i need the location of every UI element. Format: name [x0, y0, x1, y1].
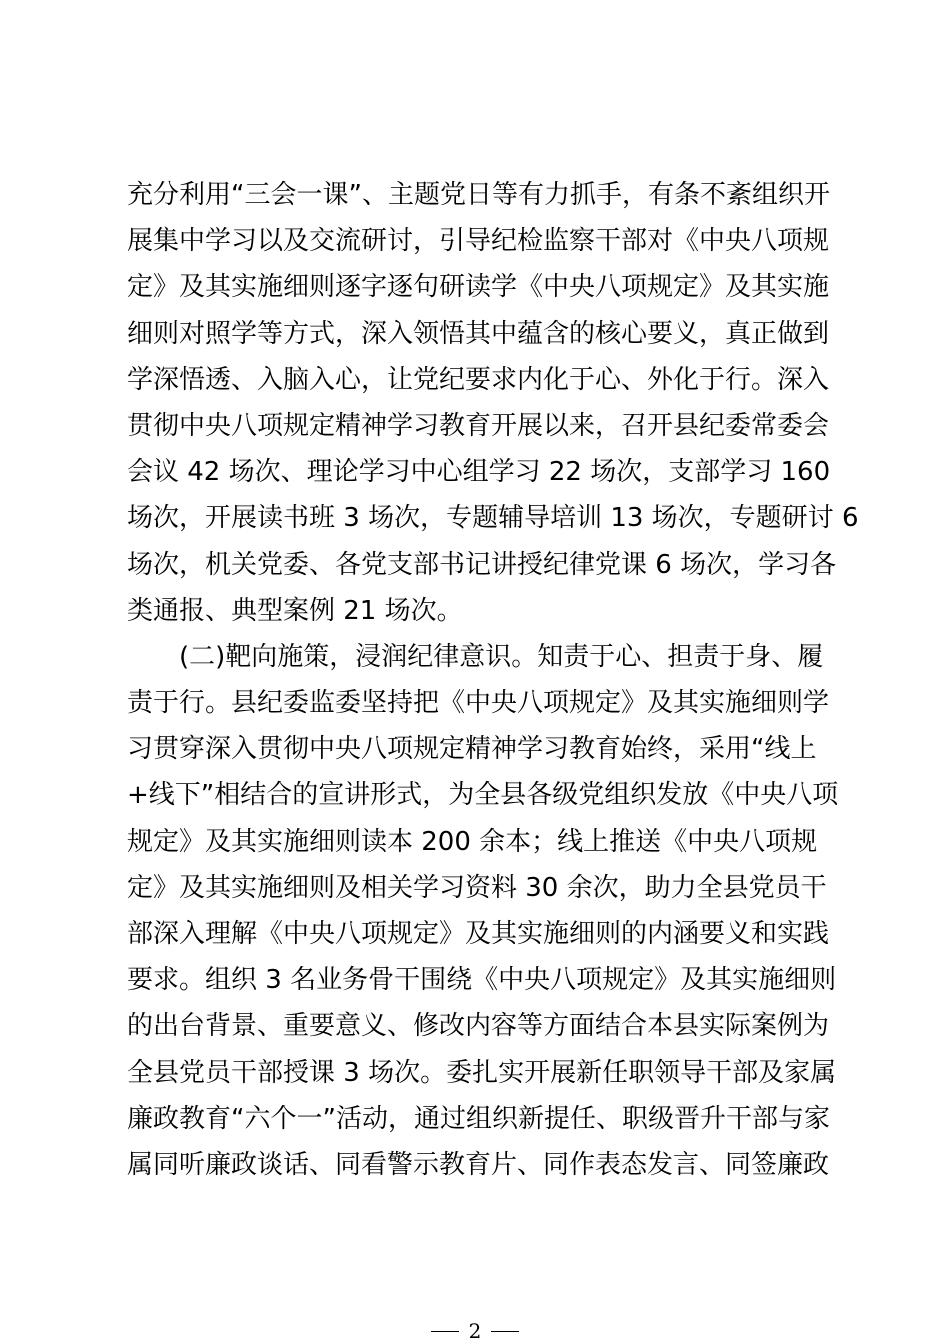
page-footer [0, 1318, 950, 1344]
text-line: 会议 42 场次、理论学习中心组学习 22 场次，支部学习 160 [127, 457, 831, 488]
text-line: 定》及其实施细则及相关学习资料 30 余次，助力全县党员干 [127, 872, 827, 903]
text-line: 的出台背景、重要意义、修改内容等方面结合本县实际案例为 [127, 1011, 830, 1042]
text-line: 类通报、典型案例 21 场次。 [127, 595, 463, 626]
text-line: 贯彻中央八项规定精神学习教育开展以来，召开县纪委常委会 [127, 410, 830, 441]
text-line: 场次，开展读书班 3 场次，专题辅导培训 13 场次，专题研讨 6 [127, 503, 859, 534]
text-line: 属同听廉政谈话、同看警示教育片、同作表态发言、同签廉政 [127, 1149, 830, 1180]
text-line: 学深悟透、入脑入心，让党纪要求内化于心、外化于行。深入 [127, 364, 830, 395]
footer-dash-right [491, 1331, 519, 1332]
text-line: 部深入理解《中央八项规定》及其实施细则的内涵要义和实践 [127, 919, 830, 949]
body-text [127, 172, 859, 1188]
text-line: +线下”相结合的宣讲形式，为全县各级党组织发放《中央八项 [127, 780, 839, 811]
footer-dash-left [431, 1331, 459, 1332]
text-line: 定》及其实施细则逐字逐句研读学《中央八项规定》及其实施 [127, 272, 830, 303]
text-line: 责于行。县纪委监委坚持把《中央八项规定》及其实施细则学 [127, 688, 830, 719]
page-number: 2 [468, 1319, 482, 1343]
text-line: 规定》及其实施细则读本 200 余本；线上推送《中央八项规 [127, 826, 818, 857]
text-line: 廉政教育“六个一”活动，通过组织新提任、职级晋升干部与家 [127, 1103, 830, 1134]
text-line: 要求。组织 3 名业务骨干围绕《中央八项规定》及其实施细则 [127, 965, 837, 996]
text-line: 全县党员干部授课 3 场次。委扎实开展新任职领导干部及家属 [127, 1057, 837, 1088]
text-line: 充分利用“三会一课”、主题党日等有力抓手，有条不紊组织开 [127, 180, 830, 210]
text-line: 展集中学习以及交流研讨，引导纪检监察干部对《中央八项规 [127, 226, 830, 257]
text-line: 习贯穿深入贯彻中央八项规定精神学习教育始终，采用“线上 [127, 734, 817, 765]
text-line: 细则对照学等方式，深入领悟其中蕴含的核心要义，真正做到 [127, 318, 830, 349]
text-line: 场次，机关党委、各党支部书记讲授纪律党课 6 场次，学习各 [127, 549, 837, 580]
section-heading-line: (二)靶向施策，浸润纪律意识。知责于心、担责于身、履 [127, 641, 824, 672]
